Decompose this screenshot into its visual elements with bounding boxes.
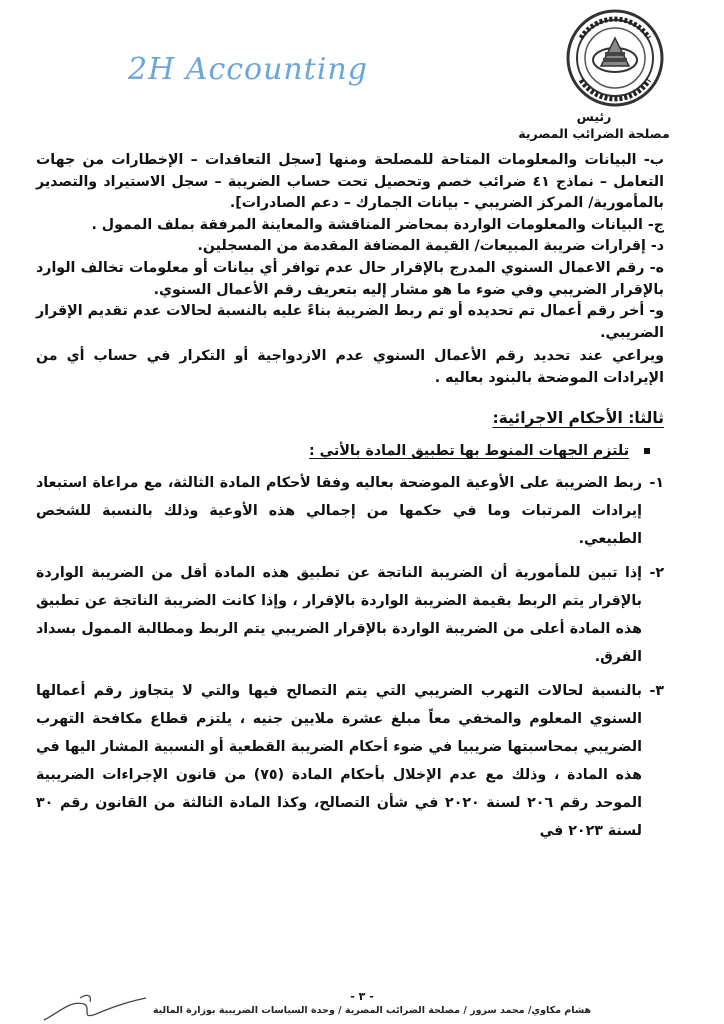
item-text: أخر رقم أعمال تم تحديده أو تم ربط الضريبة بناءً عليه بالنسبة لحالات عدم تقديم الإقرار الضريبي.	[36, 303, 664, 341]
item-text: رقم الاعمال السنوي المدرج بالإقرار حال عدم توافر أي بيانات أو معلومات تخالف الوارد بالإقرار الضريبي وفي ضوء ما هو مشار إليه بتعريف رقم الأعمال السنوي.	[36, 259, 664, 298]
header-title-line2: مصلحة الضرائب المصرية	[518, 126, 670, 141]
bullet-text: تلتزم الجهات المنوط بها تطبيق المادة بالأتي :	[309, 443, 630, 460]
numbered-item-2	[36, 559, 664, 671]
item-text: البيانات والمعلومات الواردة بمحاضر المناقشة والمعاينة المرفقة بملف الممول .	[91, 216, 643, 233]
header-title-line1: رئيس	[576, 109, 612, 124]
section-heading: ثالثا: الأحكام الاجرائية:	[492, 408, 664, 427]
footer-credit: هشام مكاوي/ محمد سرور / مصلحة الضرائب المصرية / وحدة السياسات الضريبية بوزارة المالية	[152, 1005, 592, 1016]
seal-icon	[565, 8, 665, 108]
item-text: إقرارات ضريبة المبيعات/ القيمة المضافة المقدمة من المسجلين.	[197, 238, 646, 255]
note-paragraph: ويراعي عند تحديد رقم الأعمال السنوي عدم الازدواجية أو التكرار في حساب أي من الإيرادات الموضحة بالبنود بعاليه .	[36, 348, 664, 386]
watermark-text: 2H Accounting	[128, 52, 368, 87]
list-item-h	[36, 258, 664, 301]
item-text: بالنسبة لحالات التهرب الضريبي التي يتم التصالح فيها والتي لا يتجاوز رقم أعمالها السنوي المعلوم والمخفي معاً مبلغ عشرة ملايين جنيه ، يلتزم قطاع مكافحة التهرب الضريبي بمحاسبتها ضريبيا في ضوء أحكام الضريبة القطعية أو النسبية المشار اليها في هذه المادة ، وذلك مع عدم الإخلال بأحكام المادة (٧٥) من قانون الإجراءات الضريبية الموحد رقم ٢٠٦ لسنة ٢٠٢٠ في شأن التصالح، وكذا المادة الثالثة من القانون رقم ٣٠ لسنة ٢٠٢٣ في	[36, 682, 643, 839]
item-text: ربط الضريبة على الأوعية الموضحة بعاليه وفقا لأحكام المادة الثالثة، مع مراعاة استبعاد إيرادات المرتبات وما في حكمها من إجمالي هذه الأوعية وذلك بالنسبة للشخص الطبيعي.	[36, 474, 642, 547]
list-item-b	[36, 150, 664, 215]
list-item-w	[36, 301, 664, 344]
item-marker: ب-	[643, 152, 664, 168]
item-marker: و-	[649, 303, 664, 320]
item-text: إذا تبين للمأمورية أن الضريبة الناتجة عن تطبيق هذه المادة أقل من الضريبة الواردة بالإقرار يتم الربط بقيمة الضريبة الواردة بالإقرار ، وإذا كانت الضريبة الناتجة عن تطبيق هذه المادة أعلى من الضريبة الواردة بالإقرار الضريبي يتم الربط ومطالبة الممول بسداد الفرق.	[36, 564, 642, 665]
numbered-item-1	[36, 469, 664, 553]
page-number: - ٣ -	[350, 990, 374, 1003]
item-number: ١-	[649, 474, 664, 491]
item-marker: د-	[650, 238, 664, 255]
list-item-d	[36, 236, 664, 258]
square-bullet-icon	[644, 448, 650, 454]
item-marker: ه-	[649, 259, 664, 276]
item-number: ٢-	[649, 564, 664, 581]
item-text: البيانات والمعلومات المتاحة للمصلحة ومنها [سجل التعاقدات – الإخطارات من جهات التعامل – نماذج ٤١ ضرائب خصم وتحصيل تحت حساب الضريبة – سجل الاستيراد والتصدير بالمأمورية/ المركز الضريبي - بيانات الجمارك – دعم الصادرات].	[36, 152, 664, 212]
header-title	[514, 108, 674, 142]
ministry-seal-logo	[565, 8, 665, 108]
item-number: ٣-	[649, 682, 664, 699]
list-item-j	[36, 215, 664, 237]
document-body	[36, 150, 664, 845]
bullet-intro	[36, 441, 664, 463]
numbered-item-3	[36, 677, 664, 845]
item-marker: ج-	[647, 216, 664, 233]
